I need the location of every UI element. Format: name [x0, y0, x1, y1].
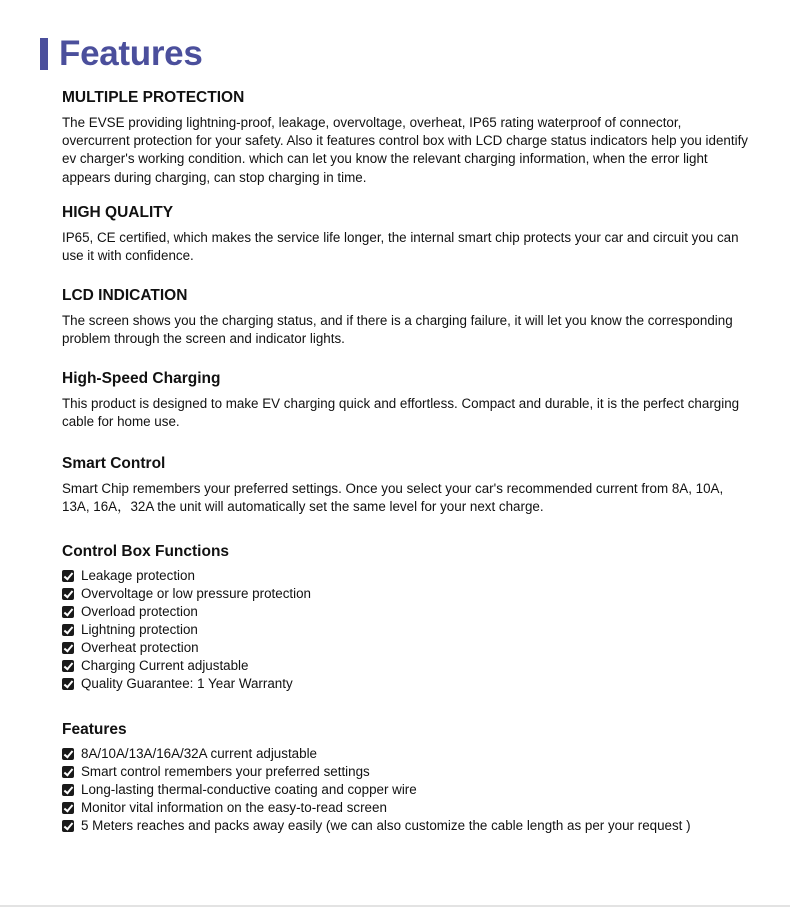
- list-item: [62, 675, 752, 693]
- list-item-label: Long-lasting thermal-conductive coating and copper wire: [81, 782, 417, 797]
- page-title: Features: [59, 34, 203, 73]
- page-header: [40, 34, 203, 74]
- list-item-label: 5 Meters reaches and packs away easily (we can also customize the cable length as per your request ): [81, 818, 691, 833]
- checkbox-checked-icon: [62, 678, 74, 690]
- checklist: [62, 567, 752, 693]
- list-item-label: Overvoltage or low pressure protection: [81, 586, 311, 601]
- section-body: This product is designed to make EV charging quick and effortless. Compact and durable, it is the perfect charging cable for home use.: [62, 396, 740, 430]
- section-title: Smart Control: [62, 455, 166, 472]
- section-title: HIGH QUALITY: [62, 204, 174, 221]
- list-item: [62, 781, 752, 799]
- list-item: [62, 639, 752, 657]
- list-item-label: Overload protection: [81, 604, 198, 619]
- checkbox-checked-icon: [62, 820, 74, 832]
- section-control-box-functions: [62, 542, 752, 693]
- section-title: Features: [62, 721, 127, 738]
- list-item: [62, 621, 752, 639]
- section-features: [62, 720, 752, 835]
- header-accent-bar: [40, 38, 48, 70]
- section-title: LCD INDICATION: [62, 287, 188, 304]
- list-item: [62, 745, 752, 763]
- list-item-label: Quality Guarantee: 1 Year Warranty: [81, 676, 293, 691]
- checkbox-checked-icon: [62, 570, 74, 582]
- list-item: [62, 763, 752, 781]
- list-item-label: Leakage protection: [81, 568, 195, 583]
- list-item-label: Overheat protection: [81, 640, 199, 655]
- checkbox-checked-icon: [62, 766, 74, 778]
- list-item: [62, 799, 752, 817]
- checkbox-checked-icon: [62, 642, 74, 654]
- section-lcd-indication: [62, 286, 752, 348]
- list-item-label: Charging Current adjustable: [81, 658, 249, 673]
- list-item-label: 8A/10A/13A/16A/32A current adjustable: [81, 746, 317, 761]
- section-smart-control: [62, 454, 752, 516]
- checkbox-checked-icon: [62, 588, 74, 600]
- section-title: High-Speed Charging: [62, 370, 221, 387]
- section-multiple-protection: [62, 88, 752, 187]
- list-item: [62, 567, 752, 585]
- list-item: [62, 657, 752, 675]
- section-body: The EVSE providing lightning-proof, leakage, overvoltage, overheat, IP65 rating waterproof of connector, overcurrent protection for your safety. Also it features control box with LCD charge status indicators help you identify ev charger's working condition. which can let you know the relevant charging information, when the error light appears during charging, can stop charging in time.: [62, 115, 748, 185]
- section-title: Control Box Functions: [62, 543, 230, 560]
- checklist: [62, 745, 752, 835]
- section-body: The screen shows you the charging status, and if there is a charging failure, it will let you know the corresponding problem through the screen and indicator lights.: [62, 313, 733, 347]
- list-item: [62, 817, 752, 835]
- section-body: Smart Chip remembers your preferred settings. Once you select your car's recommended current from 8A, 10A, 13A, 16A，32A the unit will automatically set the same level for your next charge.: [62, 481, 724, 515]
- checkbox-checked-icon: [62, 660, 74, 672]
- checkbox-checked-icon: [62, 624, 74, 636]
- list-item-label: Lightning protection: [81, 622, 198, 637]
- section-high-quality: [62, 203, 752, 265]
- checkbox-checked-icon: [62, 784, 74, 796]
- list-item: [62, 603, 752, 621]
- checkbox-checked-icon: [62, 802, 74, 814]
- section-body: IP65, CE certified, which makes the service life longer, the internal smart chip protects your car and circuit you can use it with confidence.: [62, 230, 739, 264]
- checkbox-checked-icon: [62, 606, 74, 618]
- list-item-label: Smart control remembers your preferred settings: [81, 764, 370, 779]
- section-high-speed-charging: [62, 369, 752, 431]
- list-item-label: Monitor vital information on the easy-to-read screen: [81, 800, 387, 815]
- section-title: MULTIPLE PROTECTION: [62, 89, 245, 106]
- checkbox-checked-icon: [62, 748, 74, 760]
- list-item: [62, 585, 752, 603]
